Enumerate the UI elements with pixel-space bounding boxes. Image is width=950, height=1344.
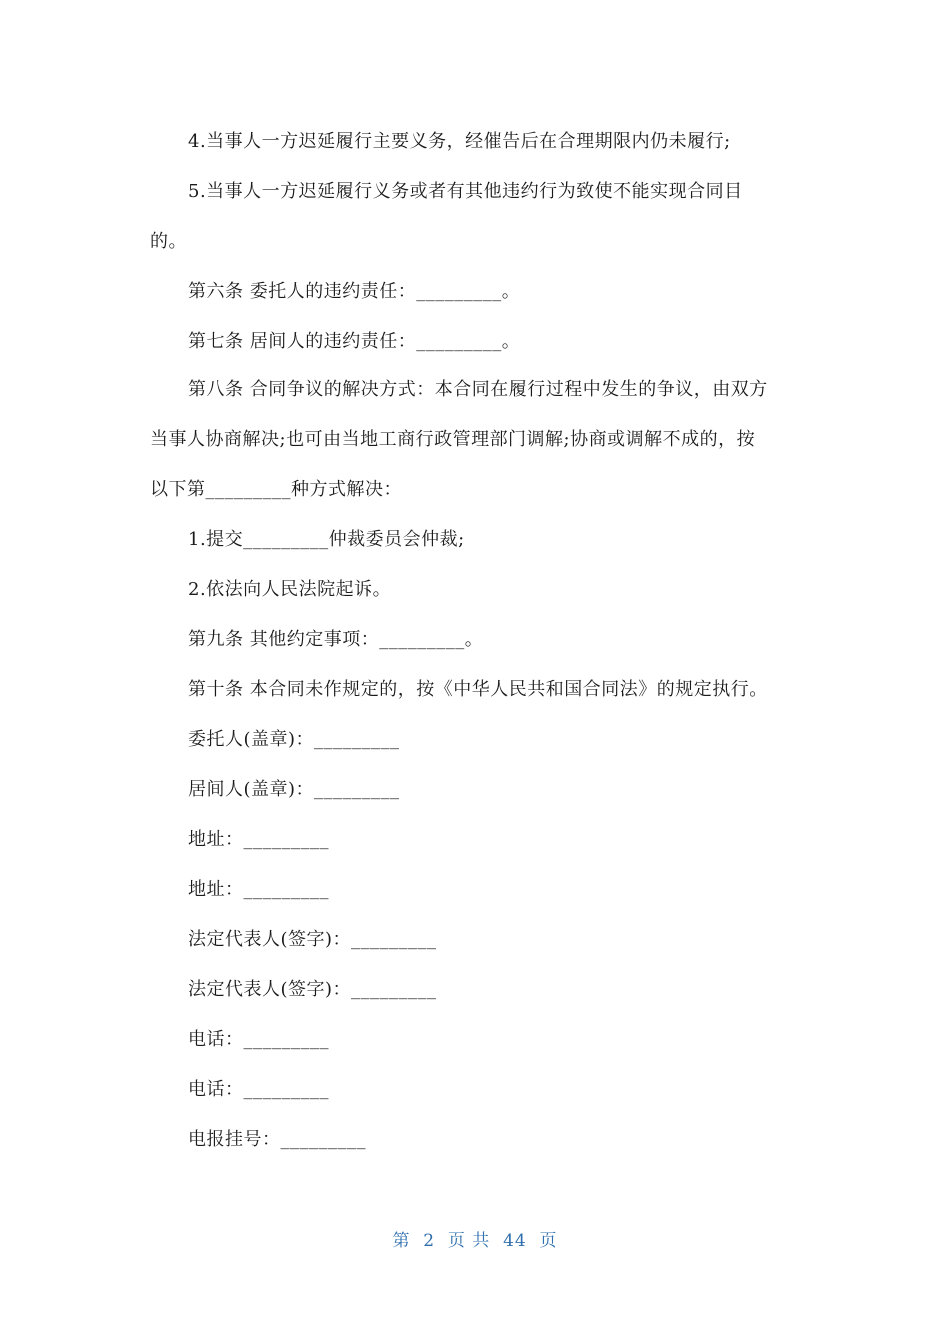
principal-seal-field: 委托人(盖章)：_________: [188, 729, 400, 750]
legal-rep-signature-field-1: 法定代表人(签字)：_________: [188, 929, 437, 950]
option-2-text: 2.依法向人民法院起诉。: [188, 579, 392, 600]
article-8-text: 第八条 合同争议的解决方式：本合同在履行过程中发生的争议，由双方: [188, 379, 768, 400]
address-field-2: 地址：_________: [188, 879, 329, 900]
telegraph-field: 电报挂号：_________: [188, 1129, 366, 1150]
article-7-text: 第七条 居间人的违约责任：_________。: [188, 331, 521, 352]
option-1-text: 1.提交_________仲裁委员会仲裁;: [188, 529, 465, 550]
phone-field-2: 电话：_________: [188, 1079, 329, 1100]
legal-rep-signature-field-2: 法定代表人(签字)：_________: [188, 979, 437, 1000]
article-9-text: 第九条 其他约定事项：_________。: [188, 629, 484, 650]
clause-5-text: 5.当事人一方迟延履行义务或者有其他违约行为致使不能实现合同目: [188, 181, 743, 202]
clause-5-continuation: 的。: [150, 231, 187, 252]
article-6-text: 第六条 委托人的违约责任：_________。: [188, 281, 521, 302]
article-10-text: 第十条 本合同未作规定的，按《中华人民共和国合同法》的规定执行。: [188, 679, 768, 700]
page-indicator: 第 2 页 共 44 页: [392, 1231, 558, 1251]
clause-4-text: 4.当事人一方迟延履行主要义务，经催告后在合理期限内仍未履行;: [188, 131, 731, 152]
article-8-continuation-2: 以下第_________种方式解决：: [150, 479, 402, 500]
article-8-continuation-1: 当事人协商解决;也可由当地工商行政管理部门调解;协商或调解不成的，按: [150, 429, 756, 450]
address-field-1: 地址：_________: [188, 829, 329, 850]
broker-seal-field: 居间人(盖章)：_________: [188, 779, 400, 800]
phone-field-1: 电话：_________: [188, 1029, 329, 1050]
